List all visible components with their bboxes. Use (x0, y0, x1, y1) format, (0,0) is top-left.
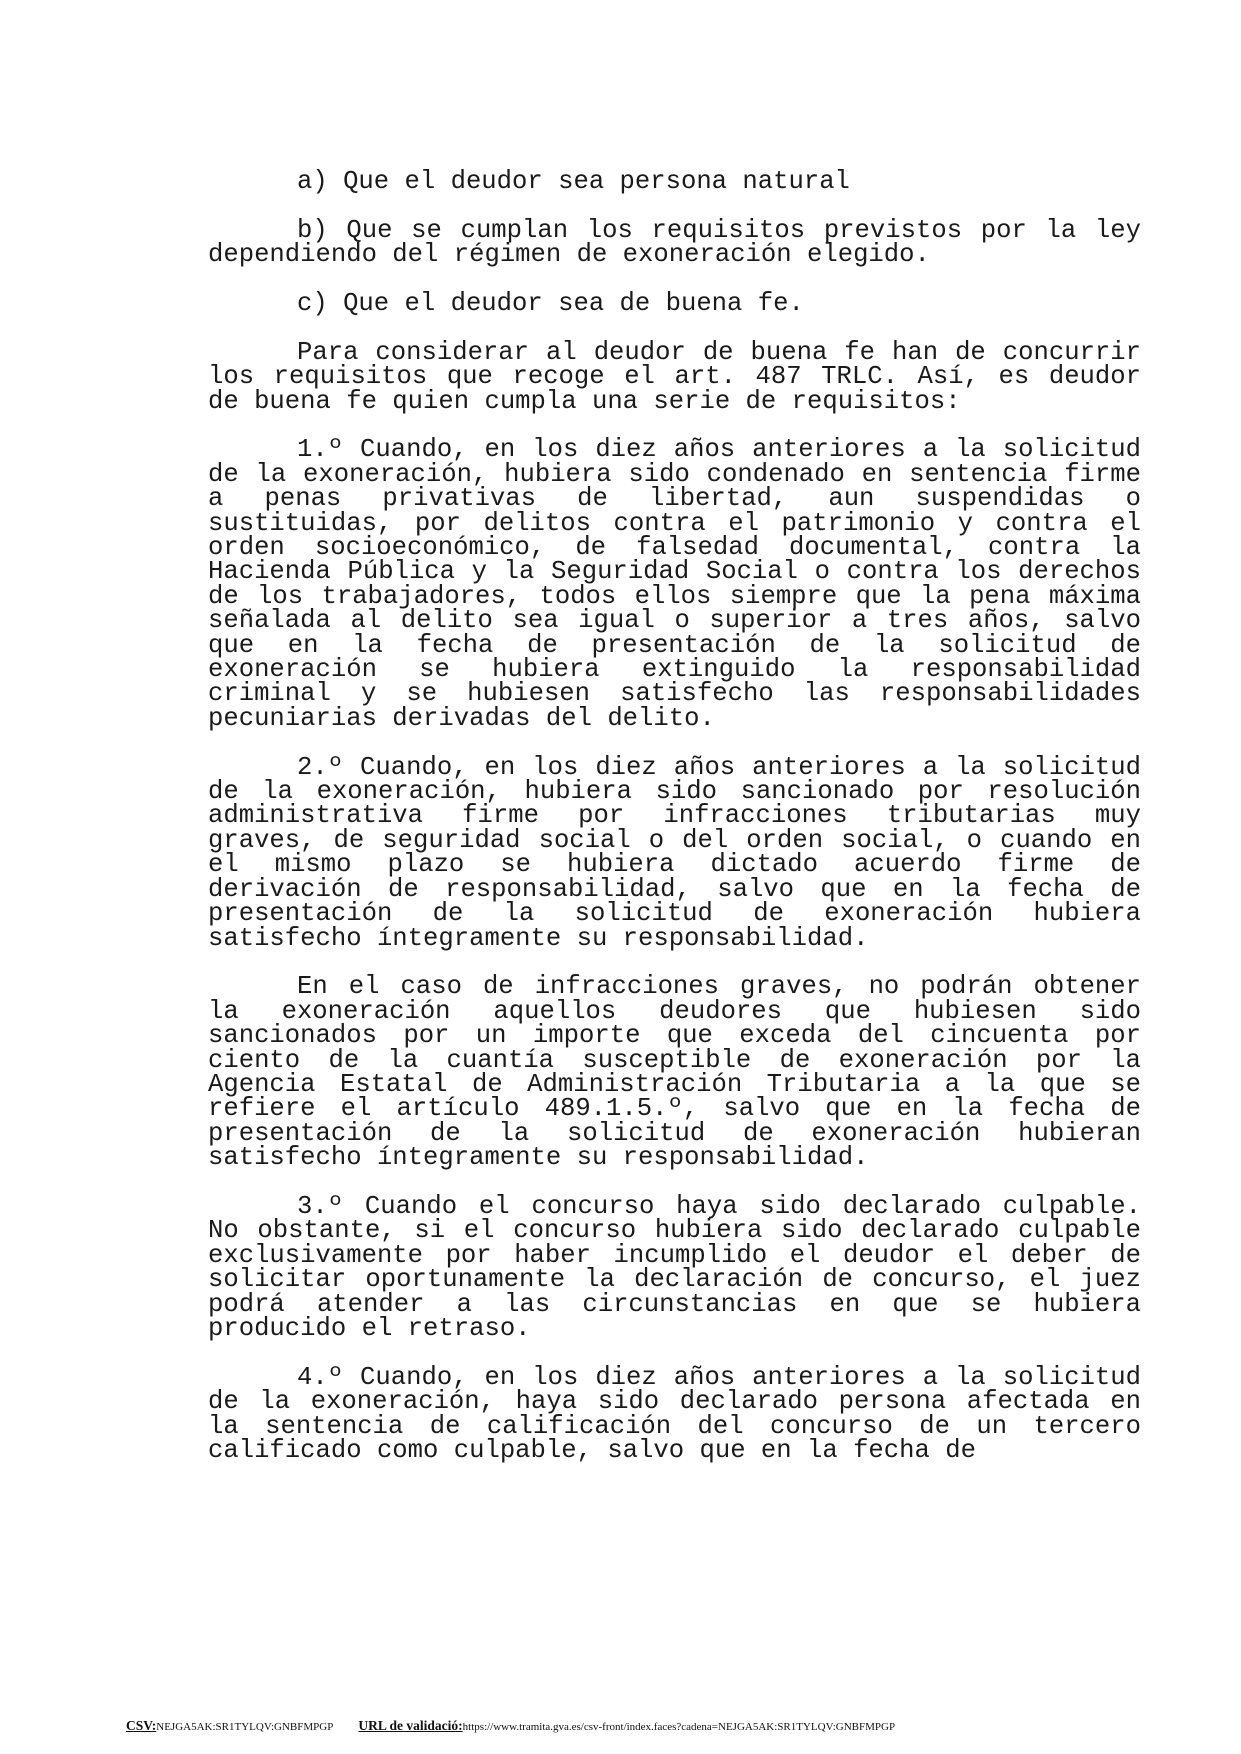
paragraph-requirement-a: a) Que el deudor sea persona natural (297, 167, 850, 196)
paragraph-item-4: 4.º Cuando, en los diez años anteriores a la solicitud de la exoneración, haya sido declarado persona afectada en la sentencia de calificación del concurso de un tercero calificado como culpable, salvo que en la fecha de (208, 1362, 1141, 1465)
csv-code: NEJGA5AK:SR1TYLQV:GNBFMPGP (156, 1721, 333, 1733)
paragraph-requirement-b: b) Que se cumplan los requisitos previstos por la ley dependiendo del régimen de exoneración elegido. (208, 215, 1141, 270)
paragraph-item-2: 2.º Cuando, en los diez años anteriores a la solicitud de la exoneración, hubiera sido sancionado por resolución administrativa firme por infracciones tributarias muy graves, de seguridad social o del orden social, o cuando en el mismo plazo se hubiera dictado acuerdo firme de derivación de responsabilidad, salvo que en la fecha de presentación de la solicitud de exoneración hubiera satisfecho íntegramente su responsabilidad. (208, 752, 1141, 953)
validation-footer (126, 1718, 1126, 1734)
paragraph-item-1: 1.º Cuando, en los diez años anteriores a la solicitud de la exoneración, hubiera sido condenado en sentencia firme a penas privativas de libertad, aun suspendidas o sustituidas, por delitos contra el patrimonio y contra el orden socioeconómico, de falsedad documental, contra la Hacienda Pública y la Seguridad Social o contra los derechos de los trabajadores, todos ellos siempre que la pena máxima señalada al delito sea igual o superior a tres años, salvo que en la fecha de presentación de la solicitud de exoneración se hubiera extinguido la responsabilidad criminal y se hubiesen satisfecho las responsabilidades pecuniarias derivadas del delito. (208, 435, 1141, 733)
paragraph-item-3: 3.º Cuando el concurso haya sido declarado culpable. No obstante, si el concurso hubiera sido declarado culpable exclusivamente por haber incumplido el deudor el deber de solicitar oportunamente la declaración de concurso, el juez podrá atender a las circunstancias en que se hubiera producido el retraso. (208, 1191, 1141, 1343)
paragraph-requirement-c: c) Que el deudor sea de buena fe. (297, 289, 804, 318)
validation-url[interactable]: https://www.tramita.gva.es/csv-front/index.faces?cadena=NEJGA5AK:SR1TYLQV:GNBFMPGP (462, 1721, 896, 1733)
document-body (208, 167, 1141, 1465)
csv-label: CSV: (126, 1718, 157, 1733)
paragraph-good-faith-intro: Para considerar al deudor de buena fe han de concurrir los requisitos que recoge el art. 487 TRLC. Así, es deudor de buena fe quien cumpla una serie de requisitos: (208, 337, 1141, 416)
validation-url-label: URL de validació: (358, 1718, 463, 1733)
paragraph-serious-infractions: En el caso de infracciones graves, no podrán obtener la exoneración aquellos deudores que hubiesen sido sancionados por un importe que exceda del cincuenta por ciento de la cuantía susceptible de exoneración por la Agencia Estatal de Administración Tributaria a la que se refiere el artículo 489.1.5.º, salvo que en la fecha de presentación de la solicitud de exoneración hubieran satisfecho íntegramente su responsabilidad. (208, 972, 1141, 1173)
